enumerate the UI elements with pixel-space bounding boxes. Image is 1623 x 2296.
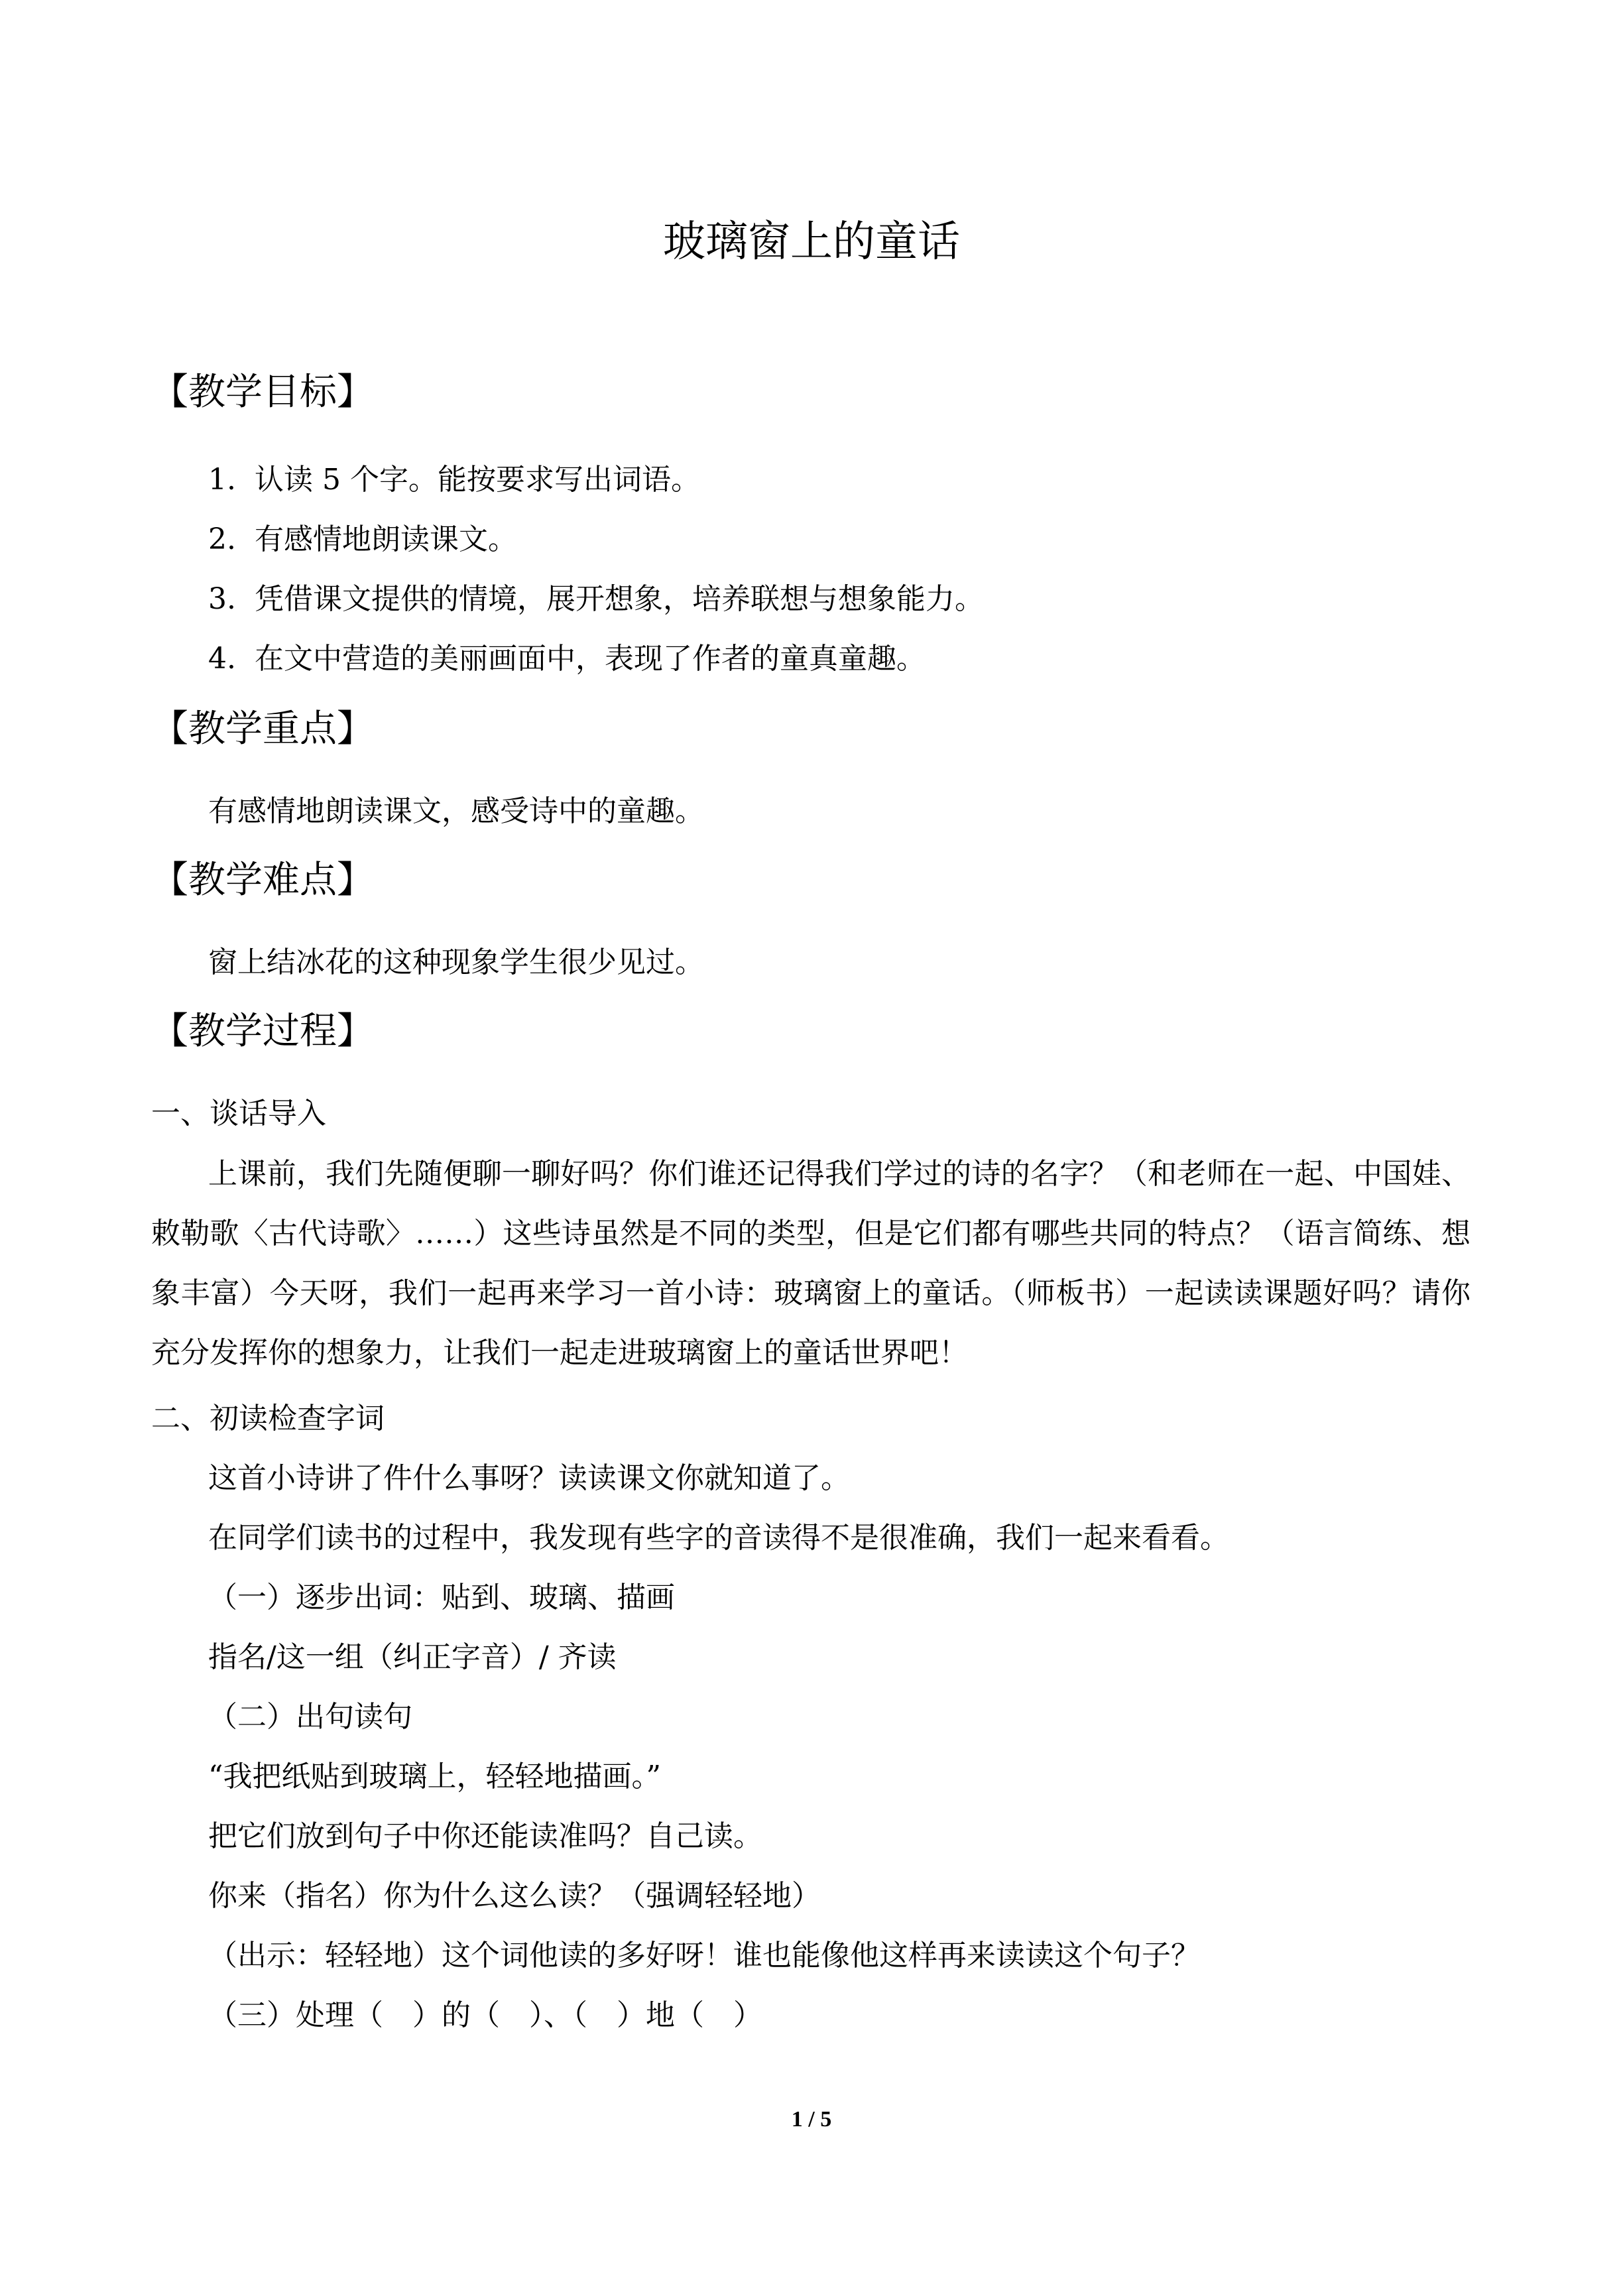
- objective-item-2: [208, 518, 517, 561]
- objective-item-1: [208, 459, 700, 501]
- key-points-heading: 【教学重点】: [151, 707, 374, 751]
- process-line: “我把纸贴到玻璃上，轻轻地描画。”: [208, 1760, 661, 1793]
- process-line: （二）出句读句: [208, 1700, 412, 1734]
- objective-number: 3.: [208, 582, 236, 616]
- process-heading: 【教学过程】: [151, 1010, 374, 1053]
- objective-text: 有感情地朗读课文。: [255, 522, 517, 556]
- page-indicator: 1 / 5: [791, 2107, 832, 2132]
- key-points-text: 有感情地朗读课文，感受诗中的童趣。: [208, 794, 704, 828]
- objective-text: 认读 5 个字。能按要求写出词语。: [255, 463, 700, 497]
- process-part2-title: 二、初读检查字词: [151, 1402, 385, 1435]
- process-line: （三）处理（ ）的（ ）、（ ）地（ ）: [208, 1998, 762, 2032]
- objective-number: 4.: [208, 642, 236, 676]
- process-part1-title: 一、谈话导入: [151, 1097, 326, 1130]
- objective-number: 2.: [208, 522, 236, 556]
- objective-item-3: [208, 578, 984, 621]
- process-line: 指名/这一组（纠正字音）/ 齐读: [208, 1640, 617, 1674]
- process-line: 你来（指名）你为什么这么读？（强调轻轻地）: [208, 1879, 821, 1913]
- objective-text: 凭借课文提供的情境，展开想象，培养联想与想象能力。: [255, 582, 984, 616]
- process-part1-paragraph: 上课前，我们先随便聊一聊好吗？你们谁还记得我们学过的诗的名字？（和老师在一起、中国娃、敕勒歌〈古代诗歌〉……）这些诗虽然是不同的类型，但是它们都有哪些共同的特点？（语言简练、想象丰富）今天呀，我们一起再来学习一首小诗：玻璃窗上的童话。（师板书）一起读读课题好吗？请你充分发挥你的想象力，让我们一起走进玻璃窗上的童话世界吧！: [151, 1157, 1471, 1370]
- objective-item-4: [208, 638, 926, 680]
- process-line: （一）逐步出词：贴到、玻璃、描画: [208, 1581, 675, 1614]
- difficulties-heading: 【教学难点】: [151, 859, 374, 902]
- process-line: 在同学们读书的过程中，我发现有些字的音读得不是很准确，我们一起来看看。: [208, 1521, 1229, 1555]
- objective-text: 在文中营造的美丽画面中，表现了作者的童真童趣。: [255, 642, 926, 676]
- difficulties-text: 窗上结冰花的这种现象学生很少见过。: [208, 945, 704, 979]
- objective-number: 1.: [208, 463, 236, 497]
- process-line: 这首小诗讲了件什么事呀？读读课文你就知道了。: [208, 1461, 850, 1495]
- process-line: 把它们放到句子中你还能读准吗？自己读。: [208, 1819, 762, 1853]
- document-title: 玻璃窗上的童话: [663, 217, 960, 267]
- objectives-heading: 【教学目标】: [151, 371, 374, 414]
- process-line: （出示：轻轻地）这个词他读的多好呀！谁也能像他这样再来读读这个句子？: [208, 1939, 1200, 1972]
